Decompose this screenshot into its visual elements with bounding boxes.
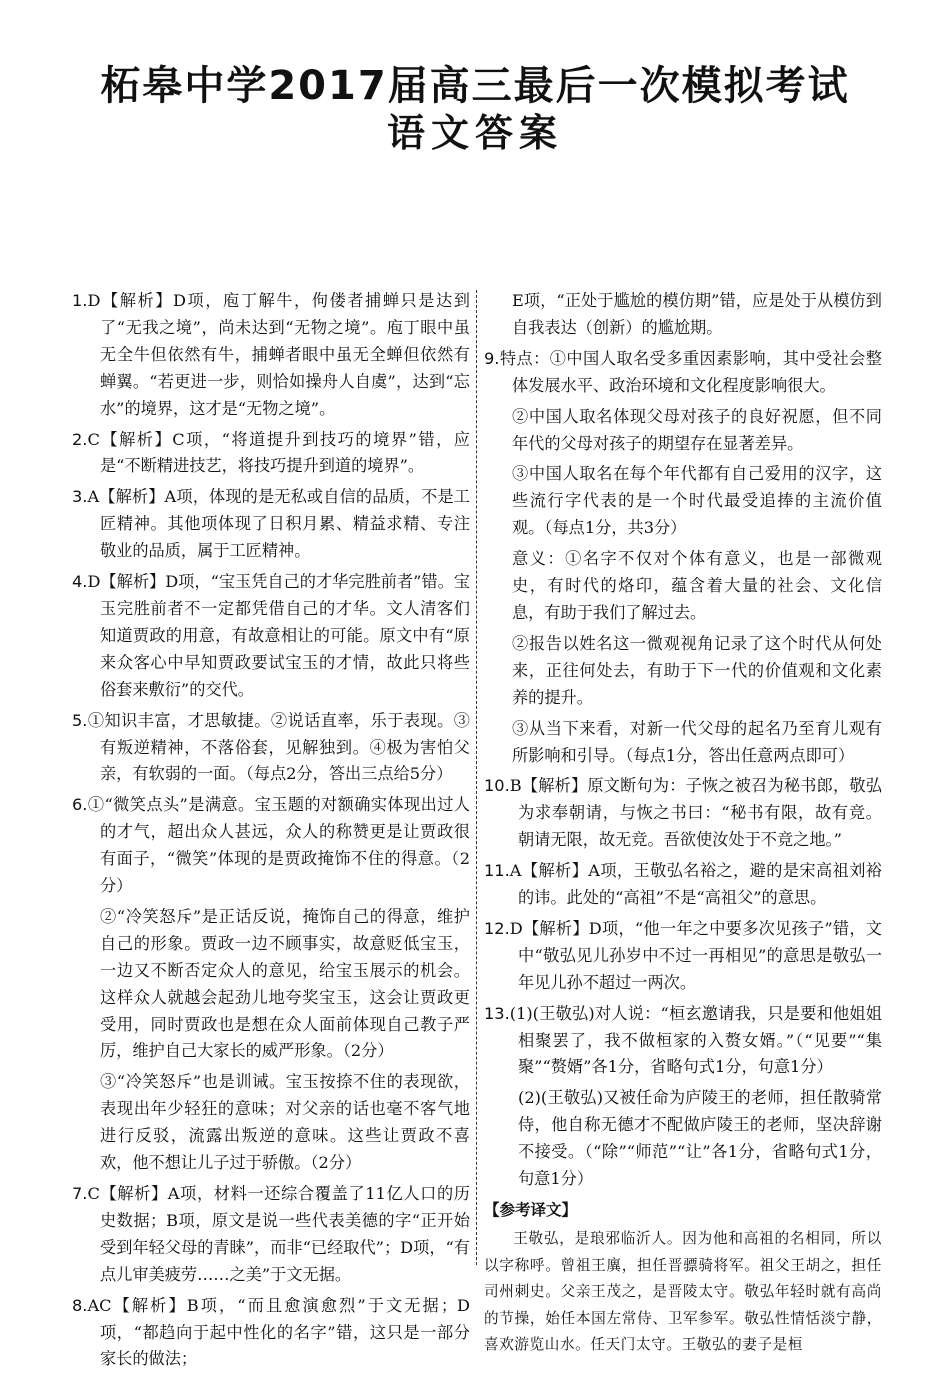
answer-item-5: 5.①知识丰富，才思敏捷。②说话直率，乐于表现。③有叛逆精神，不落俗套，见解独到。④极为害怕父亲，有软弱的一面。（每点2分，答出三点给5分） [72, 710, 470, 784]
answer-item-11: 11.A【解析】A项，王敬弘名裕之，避的是宋高祖刘裕的讳。此处的“高祖”不是“高祖父”的意思。 [484, 861, 882, 908]
answer-item-9-meaning-1: 意义：①名字不仅对个体有意义，也是一部微观史，有时代的烙印，蕴含着大量的社会、文化信息，有助于我们了解过去。 [512, 549, 882, 622]
answer-item-8-continued: E项，“正处于尴尬的模仿期”错，应是处于从模仿到自我表达（创新）的尴尬期。 [512, 291, 882, 337]
answer-item-6-point-2: ②“冷笑怒斥”是正话反说，掩饰自己的得意，维护自己的形象。贾政一边不顾事实，故意贬低宝玉，一边又不断否定众人的意见，给宝玉展示的机会。这样众人就越会起劲儿地夸奖宝玉，这会让贾政更受用，同时贾政也是想在众人面前体现自己教子严厉，维护自己大家长的威严形象。（2分） [100, 906, 470, 1061]
answer-item-12: 12.D【解析】D项，“他一年之中要多次见孩子”错，文中“敬弘见儿孙岁中不过一再相见”的意思是敬弘一年见儿孙不超过一两次。 [484, 918, 882, 992]
translation-text: 王敬弘，是琅邪临沂人。因为他和高祖的名相同，所以以字称呼。曾祖王廙，担任晋骠骑将军。祖父王胡之，担任司州刺史。父亲王茂之，是晋陵太守。敬弘年轻时就有高尚的节操，始任本国左常侍、卫军参军。敬弘性情恬淡宁静，喜欢游览山水。任天门太守。王敬弘的妻子是桓 [484, 1229, 882, 1354]
answer-item-9-point-3: ③中国人取名在每个年代都有自己爱用的汉字，这些流行字代表的是一个时代最受追捧的主流价值观。（每点1分，共3分） [512, 464, 882, 538]
answer-item-1: 1.D【解析】D项，庖丁解牛，佝偻者捕蝉只是达到了“无我之境”，尚未达到“无物之境”。庖丁眼中虽无全牛但依然有牛，捕蝉者眼中虽无全蝉但依然有蝉翼。“若更进一步，则恰如操舟人自虞”，达到“忘水”的境界，这才是“无物之境”。 [72, 291, 470, 418]
answer-item-9-point-2: ②中国人取名体现父母对孩子的良好祝愿，但不同年代的父母对孩子的期望存在显著差异。 [512, 406, 882, 453]
answer-item-3: 3.A【解析】A项，体现的是无私或自信的品质，不是工匠精神。其他项体现了日积月累、精益求精、专注敬业的品质，属于工匠精神。 [72, 487, 470, 561]
right-column [484, 288, 882, 1354]
answer-item-9: 9.特点：①中国人取名受多重因素影响，其中受社会整体发展水平、政治环境和文化程度影响很大。 [484, 348, 882, 395]
answer-item-6: 6.①“微笑点头”是满意。宝玉题的对额确实体现出过人的才气，超出众人甚远，众人的称赞更是让贾政很有面子，“微笑”体现的是贾政掩饰不住的得意。（2分） [72, 795, 470, 896]
answer-item-4: 4.D【解析】D项，“宝玉凭自己的才华完胜前者”错。宝玉完胜前者不一定都凭借自己的才华。文人清客们知道贾政的用意，有故意相让的可能。原文中有“原来众客心中早知贾政要试宝玉的才情，故此只将些俗套来敷衍”的交代。 [72, 572, 470, 699]
answer-item-6-point-3: ③“冷笑怒斥”也是训诫。宝玉按捺不住的表现欲，表现出年少轻狂的意味；对父亲的话也毫不客气地进行反驳，流露出叛逆的意味。这些让贾政不喜欢，他不想让儿子过于骄傲。（2分） [100, 1072, 470, 1173]
answer-item-13-part-2: (2)(王敬弘)又被任命为庐陵王的老师，担任散骑常侍，他自称无德才不配做庐陵王的老师，坚决辞谢不接受。（“除”“师范”“让”各1分，省略句式1分，句意1分） [518, 1088, 882, 1189]
answer-item-9-meaning-2: ②报告以姓名这一微观视角记录了这个时代从何处来，正往何处去，有助于下一代的价值观和文化素养的提升。 [512, 633, 882, 707]
translation-heading: 【参考译文】 [484, 1201, 578, 1219]
left-column [72, 288, 470, 1369]
answer-item-10: 10.B【解析】原文断句为：子恢之被召为秘书郎，敬弘为求奉朝请，与恢之书曰：“秘书有限，故有竞。朝请无限，故无竞。吾欲使汝处于不竞之地。” [484, 776, 882, 850]
answer-item-13: 13.(1)(王敬弘)对人说：“桓玄邀请我，只是要和他姐姐相聚罢了，我不做桓家的入赘女婿。”（“见要”“集聚”“赘婿”各1分，省略句式1分，句意1分） [484, 1003, 882, 1077]
answer-item-8: 8.AC【解析】B项，“而且愈演愈烈”于文无据；D项，“都趋向于起中性化的名字”错，这只是一部分家长的做法； [72, 1295, 470, 1369]
column-divider [476, 290, 477, 1265]
answer-item-2: 2.C【解析】C项，“将道提升到技巧的境界”错，应是“不断精进技艺，将技巧提升到道的境界”。 [72, 429, 470, 476]
answer-item-9-meaning-3: ③从当下来看，对新一代父母的起名乃至育儿观有所影响和引导。（每点1分，答出任意两点即可） [512, 718, 882, 765]
page-title: 柘皋中学2017届高三最后一次模拟考试 [100, 63, 850, 109]
answer-item-7: 7.C【解析】A项，材料一还综合覆盖了11亿人口的历史数据；B项，原文是说一些代表美德的字“正开始受到年轻父母的青睐”，而非“已经取代”；D项，“有点儿审美疲劳……之美”于文无据。 [72, 1184, 470, 1284]
page-subtitle: 语文答案 [386, 111, 563, 155]
